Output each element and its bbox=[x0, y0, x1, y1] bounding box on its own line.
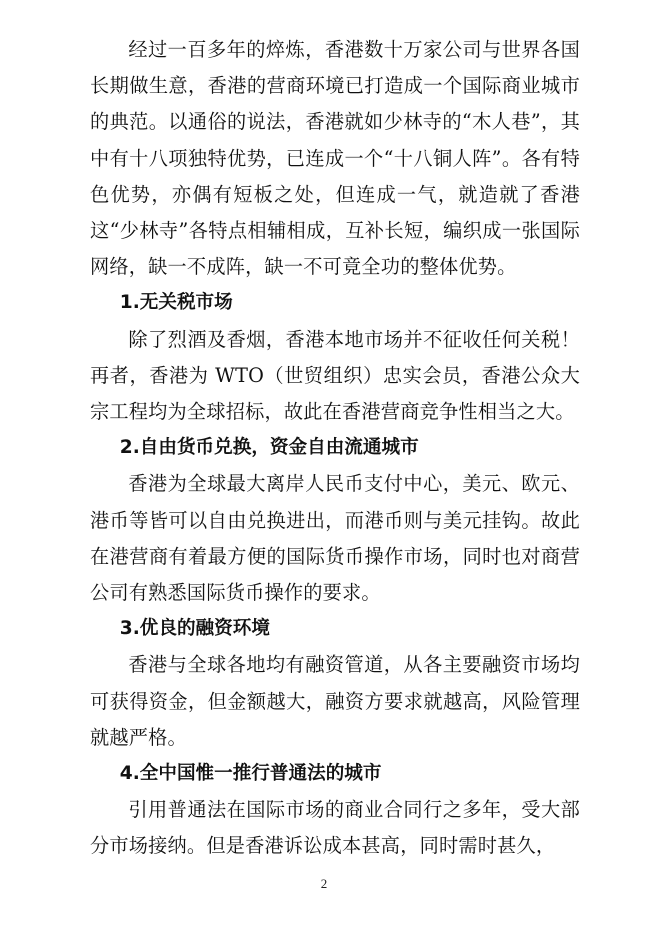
section-heading-currency: 2.自由货币兑换，资金自由流通城市 bbox=[119, 437, 419, 459]
section-heading-common-law: 4.全中国惟一推行普通法的城市 bbox=[119, 763, 382, 785]
section-body-tariff-free: 除了烈酒及香烟，香港本地市场并不征收任何关税！再者，香港为 WTO（世贸组织）忠实会员，香港公众大宗工程均为全球招标，故此在香港营商竞争性相当之大。 bbox=[90, 327, 580, 424]
section-heading-tariff-free: 1.无关税市场 bbox=[119, 292, 233, 314]
section-body-currency: 香港为全球最大离岸人民币支付中心，美元、欧元、港币等皆可以自由兑换进出，而港币则与美元挂钩。故此在港营商有着最方便的国际货币操作市场，同时也对商营公司有熟悉国际货币操作的要求。 bbox=[90, 472, 580, 605]
intro-paragraph: 经过一百多年的焠炼，香港数十万家公司与世界各国长期做生意，香港的营商环境已打造成一个国际商业城市的典范。以通俗的说法，香港就如少林寺的“木人巷”，其中有十八项独特优势，已连成一个“十八铜人阵”。各有特色优势，亦偶有短板之处，但连成一气，就造就了香港这“少林寺”各特点相辅相成，互补长短，编织成一张国际网络，缺一不成阵，缺一不可竟全功的整体优势。 bbox=[90, 38, 580, 279]
page-content bbox=[90, 32, 580, 865]
section-heading-financing: 3.优良的融资环境 bbox=[119, 618, 270, 640]
page-number: 2 bbox=[320, 876, 328, 891]
section-body-financing: 香港与全球各地均有融资管道，从各主要融资市场均可获得资金，但金额越大，融资方要求就越高，风险管理就越严格。 bbox=[90, 653, 580, 749]
section-body-common-law: 引用普通法在国际市场的商业合同行之多年，受大部分市场接纳。但是香港诉讼成本甚高，同时需时甚久， bbox=[90, 798, 580, 858]
